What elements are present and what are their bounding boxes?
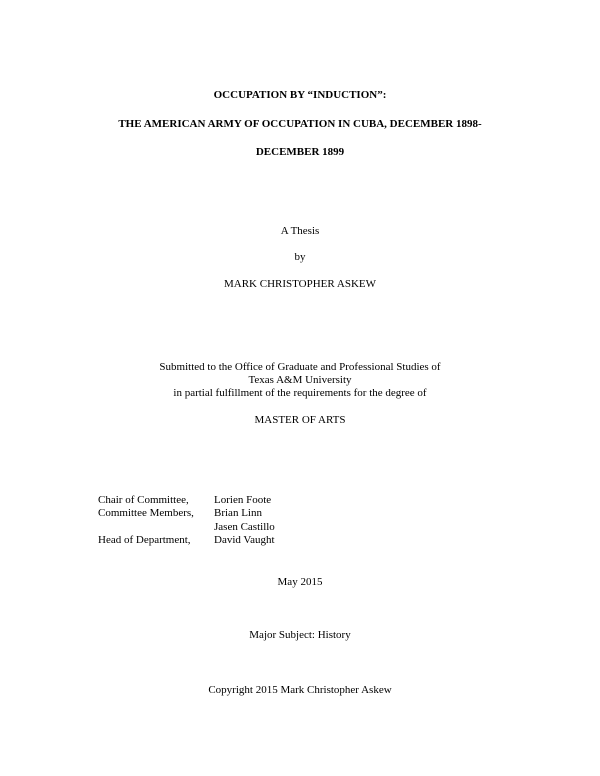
copyright-notice: Copyright 2015 Mark Christopher Askew: [208, 684, 392, 696]
committee-member-name: Jasen Castillo: [214, 520, 275, 533]
committee-role: Committee Members,: [98, 507, 194, 520]
committee-member-name: Brian Linn: [214, 507, 262, 520]
thesis-label: A Thesis: [280, 225, 320, 237]
committee-row: [98, 534, 275, 547]
title-line-3: DECEMBER 1899: [255, 146, 345, 158]
submission-line-3: in partial fulfillment of the requirements for the degree of: [173, 387, 427, 399]
author-name: MARK CHRISTOPHER ASKEW: [224, 278, 376, 290]
degree-name: MASTER OF ARTS: [254, 414, 346, 426]
title-line-2: THE AMERICAN ARMY OF OCCUPATION IN CUBA, DECEMBER 1898-: [118, 118, 482, 130]
committee-role: [98, 521, 214, 534]
submission-line-2: Texas A&M University: [248, 374, 352, 386]
title-line-1: OCCUPATION BY “INDUCTION”:: [213, 89, 387, 101]
committee-row: [98, 507, 275, 520]
major-subject: Major Subject: History: [249, 629, 351, 641]
committee-role: Chair of Committee,: [98, 494, 189, 506]
committee-member-name: David Vaught: [214, 533, 275, 546]
committee-role: Head of Department,: [98, 533, 191, 546]
committee-list: [98, 494, 275, 547]
committee-member-name: Lorien Foote: [214, 494, 272, 506]
submission-line-1: Submitted to the Office of Graduate and Professional Studies of: [159, 361, 441, 373]
submission-date: May 2015: [277, 576, 323, 588]
committee-row: [98, 521, 275, 534]
committee-row: [98, 494, 275, 507]
by-label: by: [294, 251, 306, 263]
